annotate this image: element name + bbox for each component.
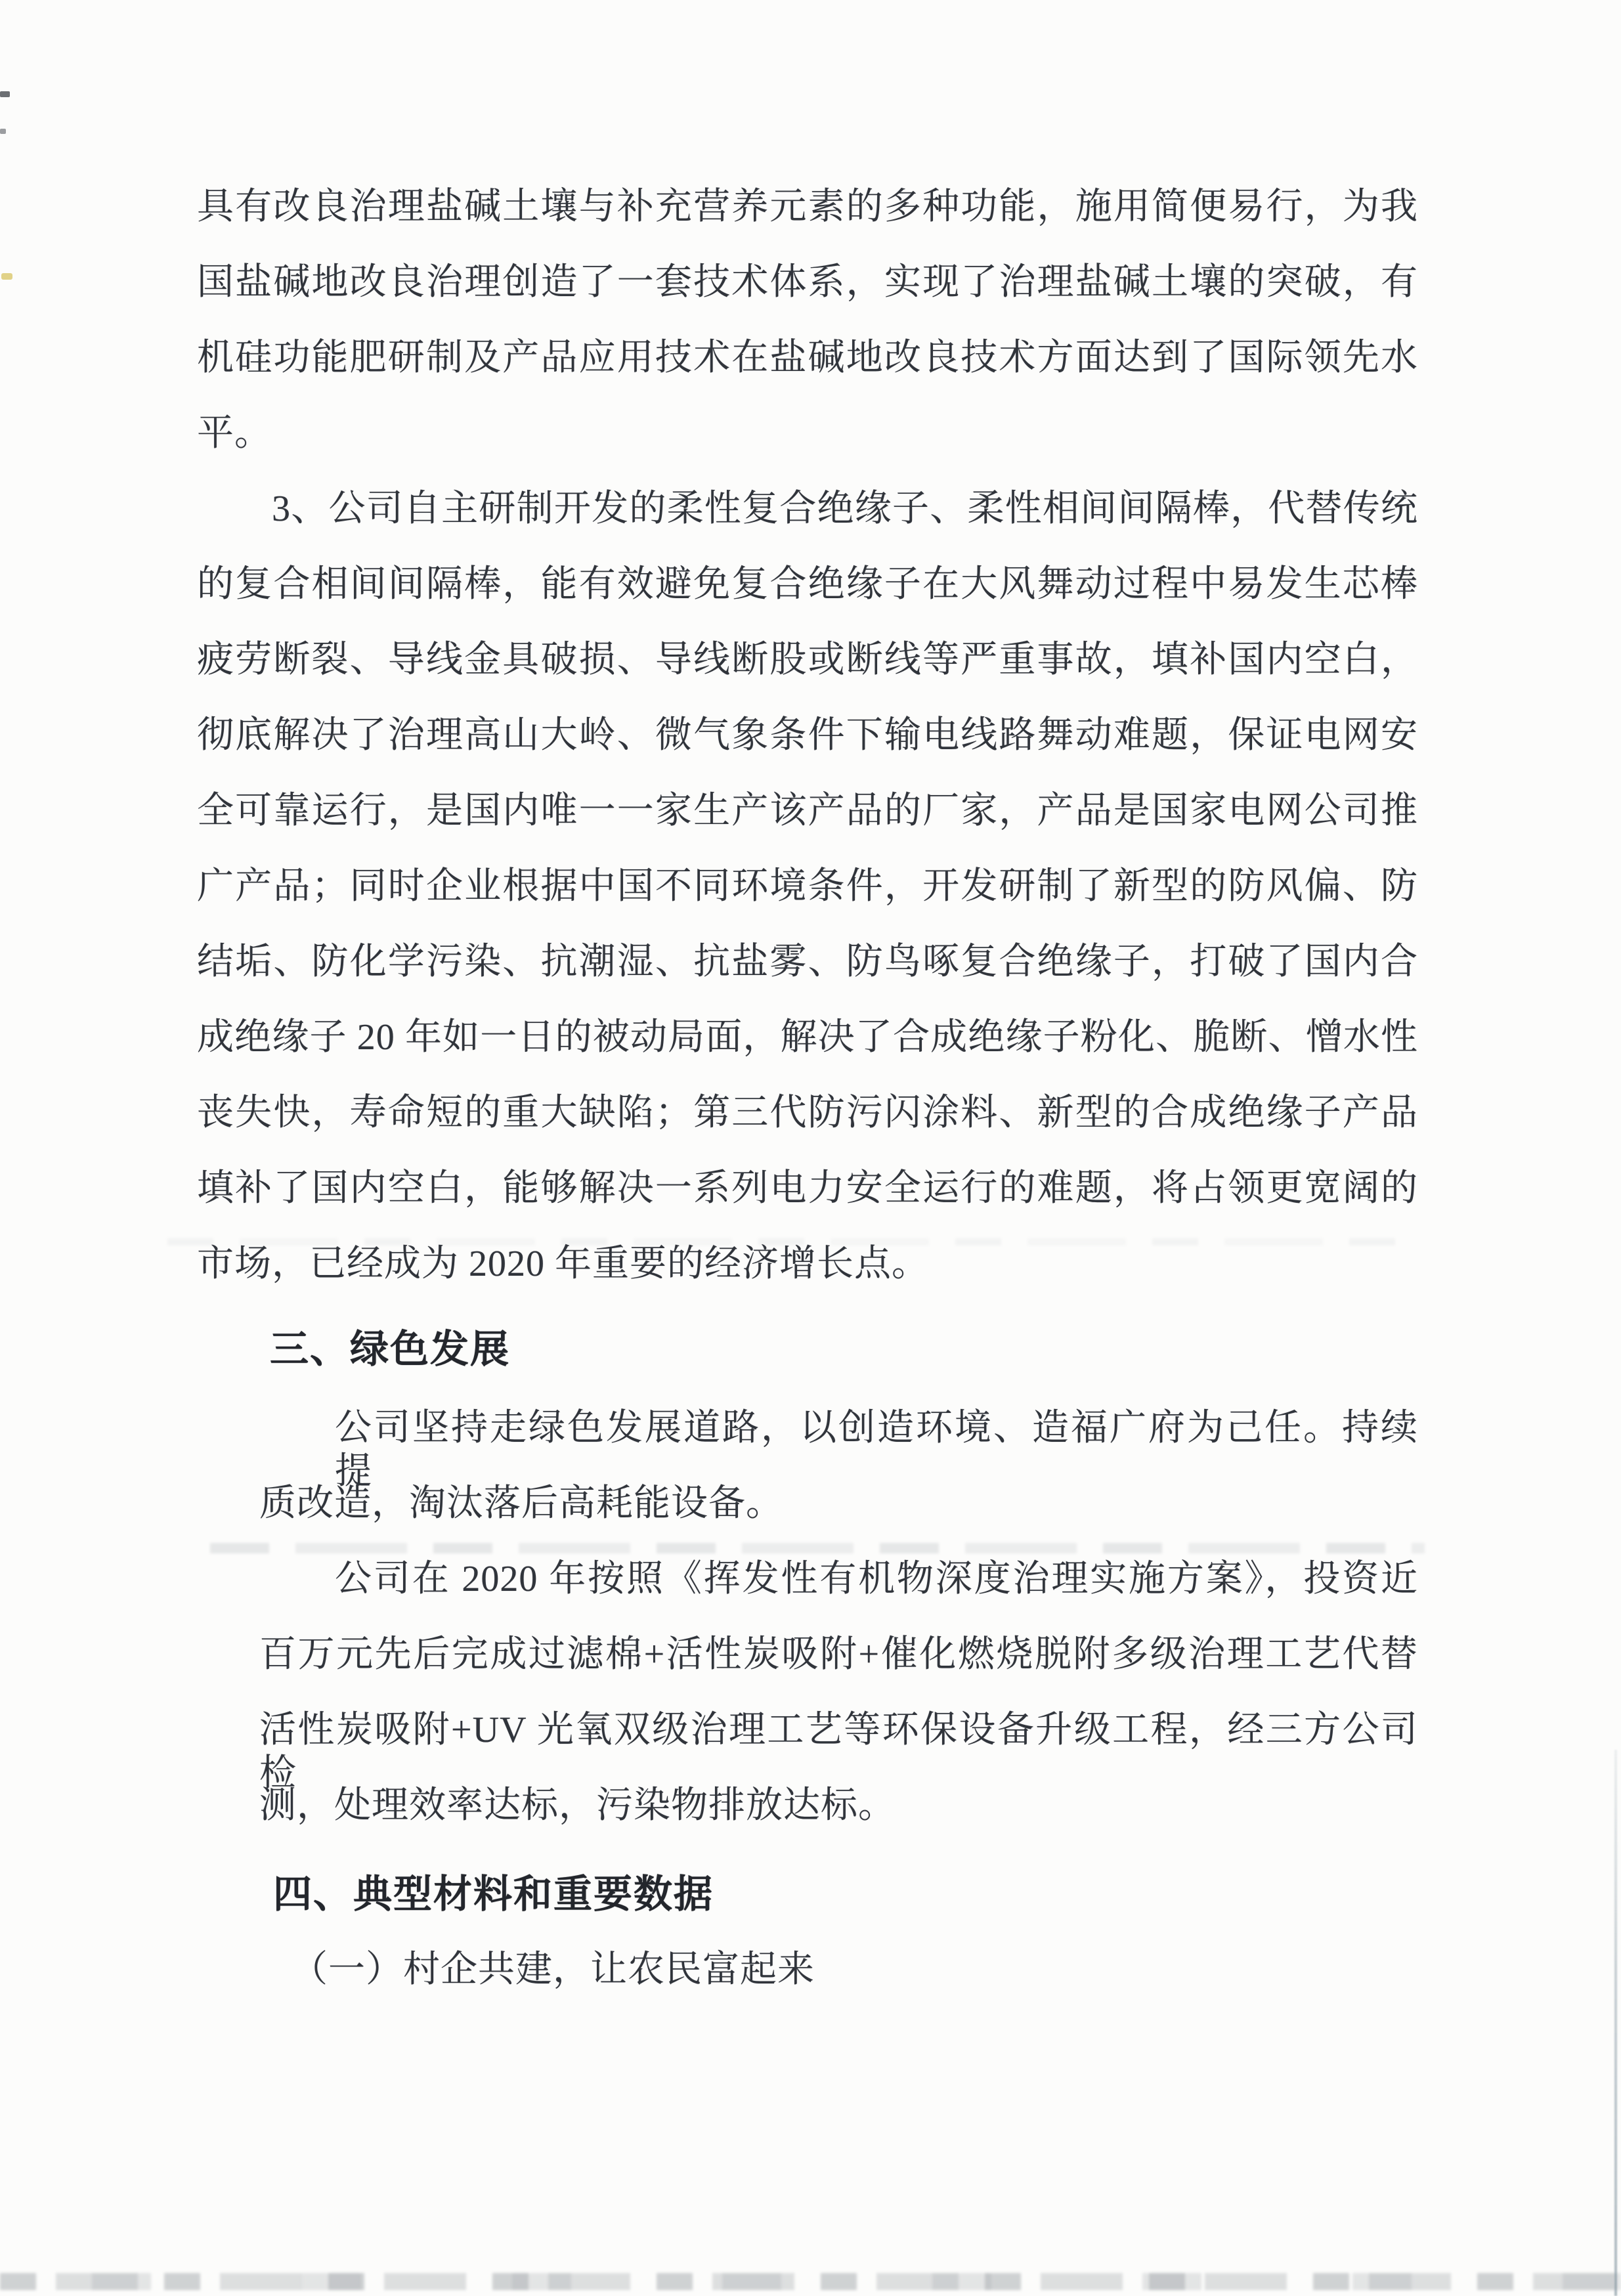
text-line: 国盐碱地改良治理创造了一套技术体系，实现了治理盐碱土壤的突破，有 (197, 262, 1418, 303)
text-line: 活性炭吸附+UV 光氧双级治理工艺等环保设备升级工程，经三方公司检 (259, 1710, 1418, 1794)
text-line: 的复合相间间隔棒，能有效避免复合绝缘子在大风舞动过程中易发生芯棒 (197, 564, 1418, 605)
text-line: 彻底解决了治理高山大岭、微气象条件下输电线路舞动难题，保证电网安 (197, 715, 1418, 756)
text-line: 具有改良治理盐碱土壤与补充营养元素的多种功能，施用简便易行，为我 (197, 186, 1418, 227)
text-line: 结垢、防化学污染、抗潮湿、抗盐雾、防鸟啄复合绝缘子，打破了国内合 (197, 942, 1418, 982)
scan-edge-mark (1, 273, 12, 280)
text-line: 平。 (197, 413, 272, 454)
text-line: 3、公司自主研制开发的柔性复合绝缘子、柔性相间间隔棒，代替传统 (272, 488, 1418, 529)
text-line: 广产品；同时企业根据中国不同环境条件，开发研制了新型的防风偏、防 (197, 866, 1418, 907)
text-line: 疲劳断裂、导线金具破损、导线断股或断线等严重事故，填补国内空白， (197, 639, 1418, 680)
text-line: （一）村企共建，让农民富起来 (291, 1949, 815, 1990)
text-line: 丧失快，寿命短的重大缺陷；第三代防污闪涂料、新型的合成绝缘子产品 (197, 1093, 1418, 1133)
text-line: 测，处理效率达标，污染物排放达标。 (259, 1785, 896, 1826)
text-line: 机硅功能肥研制及产品应用技术在盐碱地改良技术方面达到了国际领先水 (197, 337, 1418, 378)
scan-edge-mark (0, 129, 6, 134)
text-line: 公司坚持走绿色发展道路，以创造环境、造福广府为己任。持续提 (335, 1408, 1418, 1492)
text-line: 填补了国内空白，能够解决一系列电力安全运行的难题，将占领更宽阔的 (197, 1168, 1418, 1209)
scan-bleedthrough-band (210, 1543, 1425, 1553)
text-line: 成绝缘子 20 年如一日的被动局面，解决了合成绝缘子粉化、脆断、憎水性 (197, 1017, 1418, 1058)
text-line: 全可靠运行，是国内唯一一家生产该产品的厂家，产品是国家电网公司推 (197, 791, 1418, 831)
text-line: 四、典型材料和重要数据 (273, 1873, 714, 1916)
text-line: 百万元先后完成过滤棉+活性炭吸附+催化燃烧脱附多级治理工艺代替 (259, 1634, 1418, 1675)
text-line: 三、绿色发展 (270, 1328, 511, 1371)
scan-bleedthrough-band (0, 2273, 1621, 2290)
text-line: 质改造，淘汰落后高耗能设备。 (259, 1483, 783, 1524)
scan-page-edge-line (1614, 1750, 1617, 2296)
scan-edge-mark (0, 91, 10, 97)
text-line: 公司在 2020 年按照《挥发性有机物深度治理实施方案》，投资近 (335, 1559, 1418, 1599)
text-line: 市场，已经成为 2020 年重要的经济增长点。 (197, 1244, 929, 1284)
